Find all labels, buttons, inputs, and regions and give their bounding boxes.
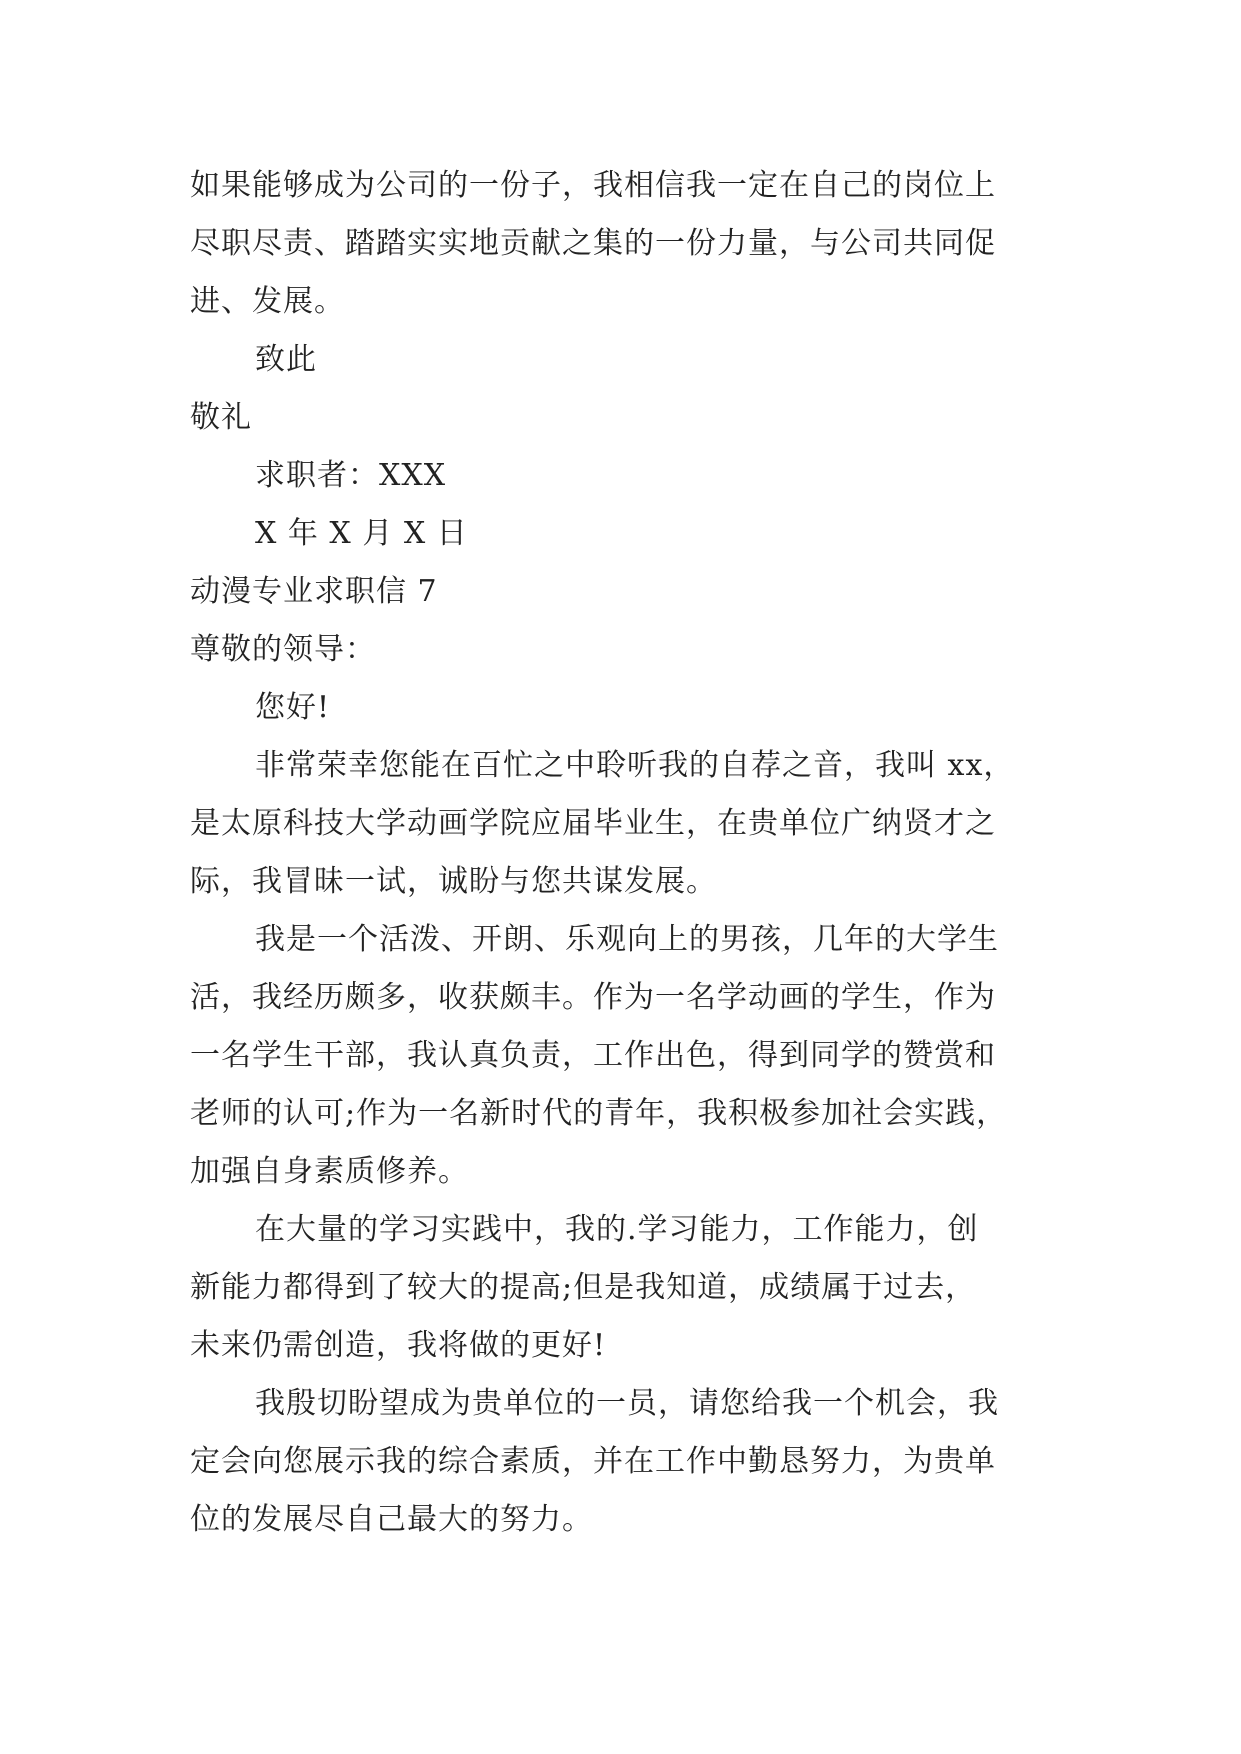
text-line: 我殷切盼望成为贵单位的一员，请您给我一个机会，我 [255,1386,999,1421]
letter-body [190,157,1060,1549]
text-line: 定会向您展示我的综合素质，并在工作中勤恳努力，为贵单 [190,1444,996,1479]
text-line: 位的发展尽自己最大的努力。 [190,1502,593,1537]
applicant-signature: 求职者：XXX [255,458,447,493]
letter-date: X 年 X 月 X 日 [255,516,468,551]
salutation-close: 敬礼 [190,400,252,435]
text-line: 新能力都得到了较大的提高;但是我知道，成绩属于过去， [190,1270,977,1305]
text-line: 老师的认可;作为一名新时代的青年，我积极参加社会实践， [190,1096,1008,1131]
text-line: 进、发展。 [190,284,345,319]
closing-phrase: 致此 [255,342,317,377]
text-line: 尽职尽责、踏踏实实地贡献之集的一份力量，与公司共同促 [190,226,996,261]
text-line: 我是一个活泼、开朗、乐观向上的男孩，几年的大学生 [255,922,999,957]
text-line: 在大量的学习实践中，我的.学习能力，工作能力，创 [255,1212,979,1247]
greeting: 尊敬的领导： [190,632,376,667]
text-line: 如果能够成为公司的一份子，我相信我一定在自己的岗位上 [190,168,996,203]
text-line: 未来仍需创造，我将做的更好! [190,1328,607,1363]
text-line: 非常荣幸您能在百忙之中聆听我的自荐之音，我叫 xx， [255,748,1015,783]
text-line: 是太原科技大学动画学院应届毕业生，在贵单位广纳贤才之 [190,806,996,841]
text-line: 加强自身素质修养。 [190,1154,469,1189]
greeting-hello: 您好! [255,690,331,725]
text-line: 一名学生干部，我认真负责，工作出色，得到同学的赞赏和 [190,1038,996,1073]
text-line: 际，我冒昧一试，诚盼与您共谋发展。 [190,864,717,899]
text-line: 活，我经历颇多，收获颇丰。作为一名学动画的学生，作为 [190,980,996,1015]
section-title: 动漫专业求职信 7 [190,574,438,609]
